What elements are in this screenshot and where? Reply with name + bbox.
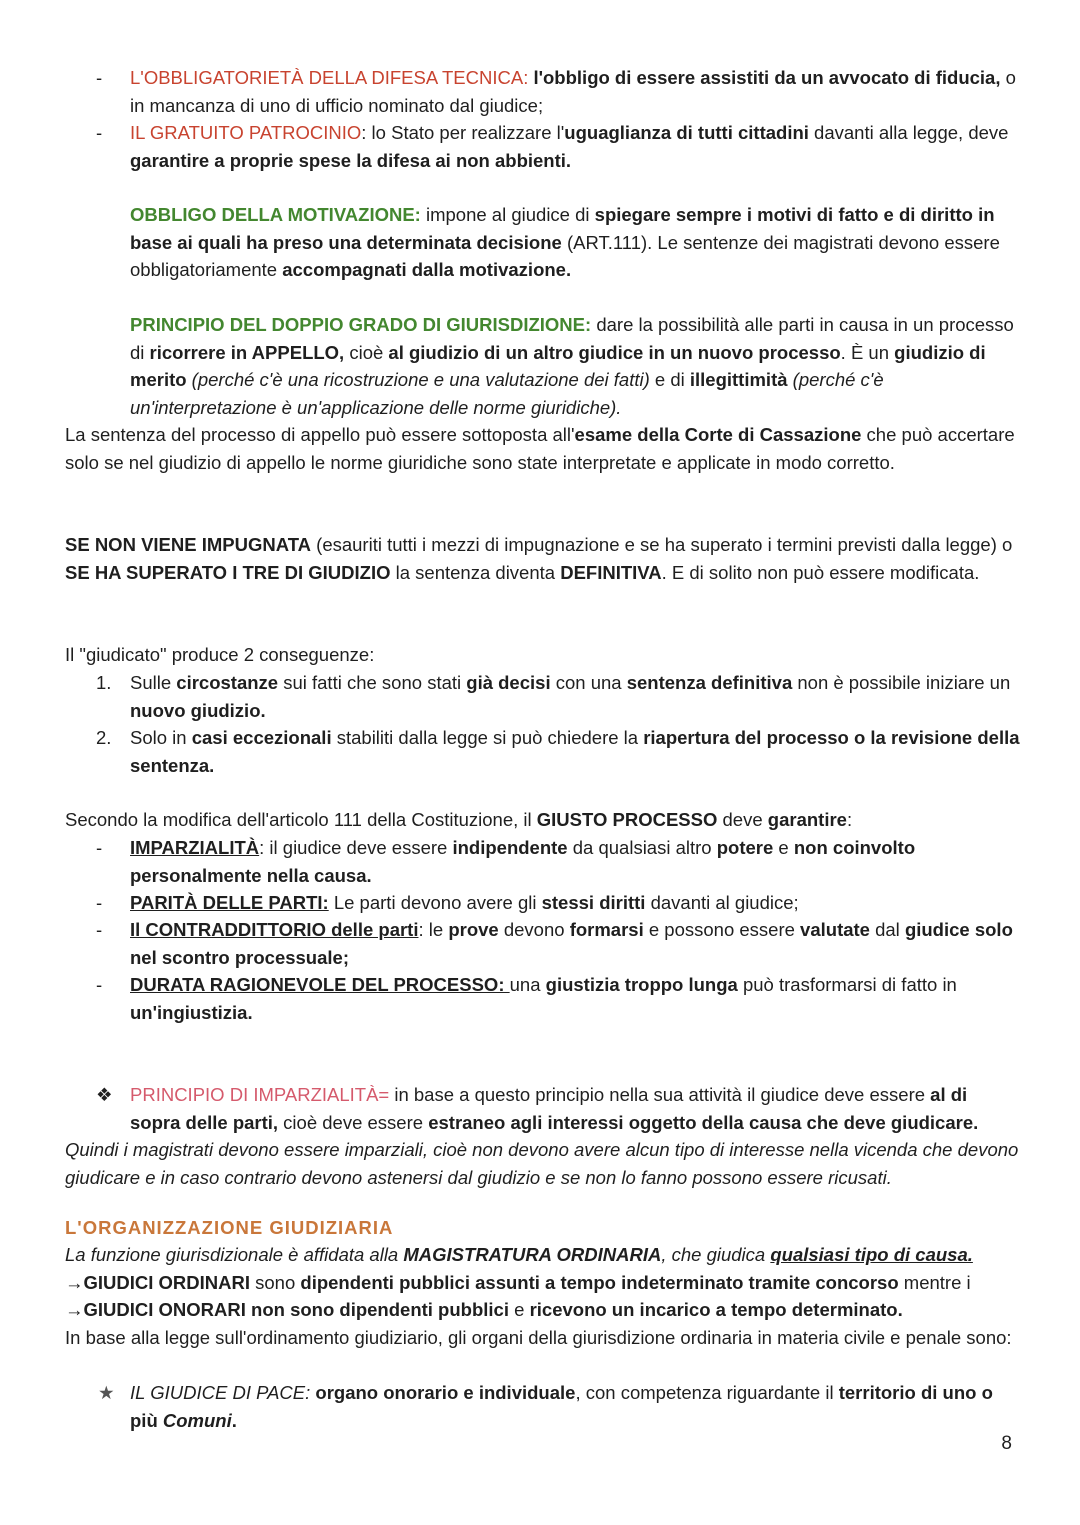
arrow-icon: → — [65, 1299, 84, 1320]
paragraph-giusto-processo — [65, 806, 1020, 834]
bold-italic-text: Comuni — [162, 1409, 232, 1431]
bold-text: ricorrere in APPELLO, — [149, 341, 345, 363]
bold-text: spiegare sempre i motivi di fatto e di diritto in base ai quali ha preso una determinata decisione — [130, 204, 995, 253]
bold-text: estraneo agli interessi oggetto della causa che deve giudicare. — [428, 1111, 979, 1133]
text: non è possibile iniziare un — [792, 672, 1011, 693]
bold-text: giudice solo nel scontro processuale; — [130, 919, 1013, 968]
bold-text: uguaglianza di tutti cittadini — [564, 122, 809, 143]
bullet-marker: - — [96, 122, 103, 143]
italic-term-label: IL GIUDICE DI PACE: — [130, 1382, 311, 1403]
text: . È un — [840, 341, 895, 363]
bold-text: . — [231, 1409, 237, 1431]
paragraph-magistratura-ordinaria — [65, 1241, 1020, 1269]
section-heading: L'ORGANIZZAZIONE GIUDIZIARIA — [65, 1217, 394, 1238]
bold-text: già decisi — [466, 672, 551, 693]
paragraph-ordinamento-giudiziario: In base alla legge sull'ordinamento giudiziario, gli organi della giurisdizione ordinaria in materia civile e penale sono: — [65, 1327, 1012, 1348]
text: deve — [717, 809, 768, 830]
text: cioè — [344, 341, 389, 363]
bold-text: valutate — [800, 919, 870, 940]
italic-text: (perché c'è un'interpretazione è un'applicazione delle norme giuridiche). — [130, 369, 884, 418]
bold-text: stessi diritti — [541, 892, 646, 913]
text: : le — [418, 919, 449, 940]
bold-text: prove — [448, 919, 499, 940]
bold-text: un'ingiustizia. — [130, 1001, 253, 1023]
text: davanti alla legge, deve — [808, 122, 1009, 143]
paragraph-sentenza-definitiva — [65, 531, 1020, 586]
bold-text: dipendenti pubblici assunti a tempo indeterminato tramite concorso — [300, 1272, 899, 1293]
text: . E di solito non può essere modificata. — [661, 561, 980, 583]
bold-text: sentenza definitiva — [626, 672, 793, 693]
bold-text: organo onorario e individuale — [315, 1382, 576, 1403]
diamond-bullet-icon: ❖ — [96, 1084, 113, 1105]
bullet-marker: - — [96, 837, 103, 858]
bold-text: accompagnati dalla motivazione. — [282, 259, 572, 280]
text: una — [509, 974, 546, 995]
list-item-giudice-di-pace — [130, 1379, 1020, 1434]
paragraph-magistrati-imparziali — [65, 1136, 1020, 1191]
text: impone al giudice di — [420, 204, 595, 225]
bold-text: al giudizio di un altro giudice in un nuovo processo — [388, 341, 841, 363]
text: da qualsiasi altro — [567, 837, 717, 858]
underlined-term: PARITÀ DELLE PARTI: — [130, 892, 329, 913]
text: davanti al giudice; — [645, 892, 799, 913]
bold-text: potere — [716, 837, 774, 858]
text: o in mancanza di uno di ufficio nominato dal giudice; — [130, 67, 1016, 116]
bold-text: giustizia troppo lunga — [545, 974, 738, 995]
text: , con competenza riguardante il — [575, 1382, 839, 1403]
bold-underlined-text: qualsiasi tipo di causa. — [770, 1244, 973, 1265]
bold-text: al di sopra delle parti, — [130, 1084, 968, 1133]
bold-text: DEFINITIVA — [560, 561, 662, 583]
underlined-term: DURATA RAGIONEVOLE DEL PROCESSO: — [130, 974, 510, 995]
list-item — [130, 889, 1020, 917]
term-label: IL GRATUITO PATROCINIO — [130, 122, 362, 143]
text: Solo in — [130, 727, 192, 748]
bold-text: non coinvolto personalmente nella causa. — [130, 837, 916, 886]
text: in base a questo principio nella sua attività il giudice deve essere — [389, 1084, 931, 1105]
bold-text: casi eccezionali — [191, 727, 332, 748]
text: che può accertare solo se nel giudizio di appello le norme giuridiche sono state interpretate e applicate in modo corretto. — [65, 424, 1015, 473]
bold-text: circostanze — [176, 672, 279, 693]
paragraph-obbligo-motivazione — [130, 201, 1020, 284]
list-item — [130, 916, 1020, 971]
bullet-marker: - — [96, 892, 103, 913]
bold-text: garantire a proprie spese la difesa ai non abbienti. — [130, 149, 572, 171]
bold-text: SE HA SUPERATO I TRE DI GIUDIZIO — [65, 561, 391, 583]
list-item — [130, 971, 1020, 1026]
bold-text: riapertura del processo o la revisione della sentenza. — [130, 727, 1020, 776]
bold-text: GIUDICI ORDINARI — [83, 1272, 250, 1293]
bold-text: esame della Corte di Cassazione — [574, 424, 862, 445]
bold-text: GIUSTO PROCESSO — [536, 809, 718, 830]
list-item — [130, 669, 1020, 724]
bold-italic-text: MAGISTRATURA ORDINARIA — [403, 1244, 662, 1265]
underlined-term: Il CONTRADDITTORIO delle parti — [130, 919, 419, 940]
italic-text: La funzione giurisdizionale è affidata alla — [65, 1244, 404, 1265]
text: : lo Stato per realizzare l' — [361, 122, 565, 143]
text: stabiliti dalla legge si può chiedere la — [331, 727, 644, 748]
text: (esauriti tutti i mezzi di impugnazione e se ha superato i termini previsti dalla legge) o — [311, 534, 1013, 555]
term-label: OBBLIGO DELLA MOTIVAZIONE: — [130, 204, 421, 225]
text: cioè deve essere — [278, 1111, 429, 1133]
text: e di — [649, 369, 690, 390]
bold-text: l'obbligo di essere assistiti da un avvocato di fiducia, — [533, 67, 1001, 88]
text: : il giudice deve essere — [259, 837, 453, 858]
bold-text: nuovo giudizio. — [130, 699, 266, 721]
list-number: 1. — [96, 672, 112, 693]
paragraph-difesa-tecnica — [130, 64, 1020, 119]
text: Secondo la modifica dell'articolo 111 della Costituzione, il — [65, 809, 537, 830]
list-item — [130, 724, 1020, 779]
text: : — [846, 809, 853, 830]
text: sui fatti che sono stati — [278, 672, 467, 693]
text: sono — [250, 1272, 301, 1293]
bullet-marker: - — [96, 67, 103, 88]
term-label: PRINCIPIO DEL DOPPIO GRADO DI GIURISDIZIONE: — [130, 314, 592, 335]
bold-text: garantire — [767, 809, 847, 830]
italic-text: (perché c'è una ricostruzione e una valutazione dei fatti) — [186, 369, 650, 390]
italic-text: , che giudica — [661, 1244, 771, 1265]
paragraph-principio-imparzialita — [130, 1081, 1020, 1136]
text: dal — [869, 919, 905, 940]
text: con una — [550, 672, 627, 693]
bold-text: illegittimità — [689, 369, 788, 390]
text: devono — [498, 919, 570, 940]
text: Le parti devono avere gli — [328, 892, 542, 913]
text: e — [773, 837, 794, 858]
bold-text: GIUDICI ONORARI non sono dipendenti pubblici — [83, 1299, 509, 1320]
paragraph-corte-cassazione — [65, 421, 1020, 476]
bold-text: giudizio di merito — [130, 341, 986, 390]
text: e possono essere — [643, 919, 801, 940]
text: (ART.111). Le sentenze dei magistrati devono essere obbligatoriamente — [130, 231, 1000, 280]
bold-text: territorio di uno o più — [130, 1382, 993, 1431]
page-number: 8 — [1001, 1433, 1012, 1454]
bold-text: indipendente — [452, 837, 568, 858]
text: mentre i — [898, 1272, 971, 1293]
bullet-marker: - — [96, 919, 103, 940]
arrow-icon: → — [65, 1272, 84, 1293]
text: dare la possibilità alle parti in causa in un processo di — [130, 314, 1014, 363]
list-item — [130, 834, 1020, 889]
star-bullet-icon: ★ — [98, 1382, 115, 1403]
italic-text: Quindi i magistrati devono essere imparziali, cioè non devono avere alcun tipo di interesse nella vicenda che devono giudicare e in caso contrario devono astenersi dal giudizio e se non lo fanno possono essere ricusati. — [65, 1139, 1019, 1188]
text: può trasformarsi di fatto in — [737, 974, 957, 995]
text: La sentenza del processo di appello può essere sottoposta all' — [65, 424, 575, 445]
paragraph-giudicato-intro: Il "giudicato" produce 2 conseguenze: — [65, 644, 375, 665]
paragraph-giudici-ordinari — [65, 1269, 1020, 1297]
text: Sulle — [130, 672, 177, 693]
list-number: 2. — [96, 727, 112, 748]
underlined-term: IMPARZIALITÀ — [130, 837, 260, 858]
bold-text: SE NON VIENE IMPUGNATA — [65, 534, 312, 555]
term-label: L'OBBLIGATORIETÀ DELLA DIFESA TECNICA: — [130, 67, 529, 88]
paragraph-giudici-onorari — [65, 1296, 1020, 1324]
bold-text: formarsi — [569, 919, 644, 940]
paragraph-gratuito-patrocinio — [130, 119, 1020, 174]
bullet-marker: - — [96, 974, 103, 995]
text: e — [508, 1299, 530, 1320]
term-label: PRINCIPIO DI IMPARZIALITÀ= — [130, 1084, 390, 1105]
paragraph-doppio-grado — [130, 311, 1020, 421]
bold-text: ricevono un incarico a tempo determinato. — [529, 1299, 903, 1320]
text: la sentenza diventa — [390, 561, 561, 583]
